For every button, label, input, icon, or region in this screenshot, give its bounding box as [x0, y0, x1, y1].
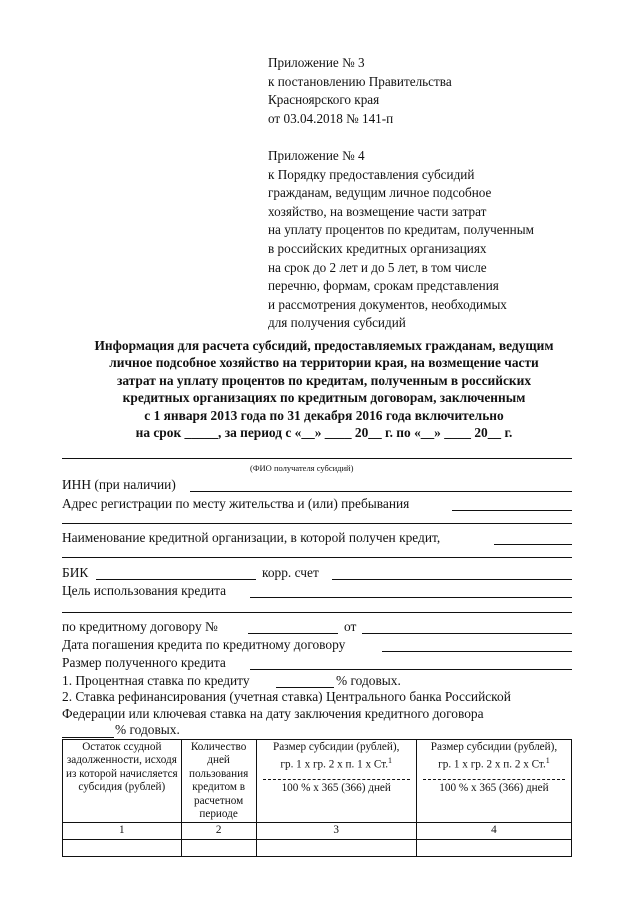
- formula-col4: гр. 1 х гр. 2 х п. 2 х Ст.: [438, 759, 546, 772]
- address-field-2[interactable]: [62, 523, 572, 524]
- denominator-col3: 100 % х 365 (366) дней: [281, 781, 391, 794]
- col-number-2: 2: [181, 823, 256, 839]
- contract-number-field[interactable]: [248, 633, 338, 634]
- fraction-line-2: [423, 779, 565, 780]
- region-line: Красноярского края: [268, 92, 380, 108]
- contract-label: по кредитному договору №: [62, 619, 218, 634]
- col-number-1: 1: [63, 823, 182, 839]
- credit-org-label: Наименование кредитной организации, в которой получен кредит,: [62, 530, 441, 545]
- address-label: Адрес регистрации по месту жительства и (или) пребывания: [62, 496, 410, 511]
- order-line-4: на уплату процентов по кредитам, полученным: [268, 222, 534, 238]
- formula-col3: гр. 1 х гр. 2 х п. 1 х Ст.: [280, 759, 389, 772]
- fio-caption: (ФИО получателя субсидий): [250, 463, 354, 473]
- inn-label: ИНН (при наличии): [62, 477, 176, 492]
- title-line-5: с 1 января 2013 года по 31 декабря 2016 года включительно: [144, 407, 504, 423]
- col-number-3: 3: [256, 823, 416, 839]
- credit-org-field[interactable]: [494, 544, 572, 545]
- rate-field[interactable]: [276, 687, 334, 688]
- title-line-2: личное подсобное хозяйство на территории края, на возмещение части: [109, 355, 539, 371]
- bik-field[interactable]: [96, 579, 256, 580]
- corr-label: корр. счет: [262, 565, 319, 580]
- decree-line: к постановлению Правительства: [268, 73, 452, 89]
- footnote-mark-1: 1: [388, 756, 393, 766]
- contract-date-field[interactable]: [362, 633, 572, 634]
- refin-line-2: Федерации или ключевая ставка на дату заключения кредитного договора: [62, 706, 484, 721]
- cell-balance[interactable]: [63, 839, 182, 856]
- order-line-7: перечню, формам, срокам представления: [268, 278, 499, 294]
- amount-label: Размер полученного кредита: [62, 655, 226, 670]
- footnote-mark-2: 1: [545, 756, 550, 766]
- refin-rate-field[interactable]: [62, 737, 114, 738]
- header-subsidy-2: [416, 740, 571, 823]
- document-title: [40, 337, 608, 441]
- purpose-field[interactable]: [250, 597, 572, 598]
- order-line-1: к Порядку предоставления субсидий: [268, 166, 475, 182]
- bik-label: БИК: [62, 565, 89, 580]
- order-line-6: на срок до 2 лет и до 5 лет, в том числе: [268, 259, 487, 275]
- order-line-3: хозяйство, на возмещение части затрат: [268, 203, 487, 219]
- fio-field[interactable]: [62, 458, 572, 459]
- appendix-3: Приложение № 3: [268, 55, 365, 70]
- refin-line-1: 2. Ставка рефинансирования (учетная ставка) Центрального банка Российской: [62, 689, 511, 704]
- order-line-9: для получения субсидий: [268, 315, 406, 331]
- decree-date: от 03.04.2018 № 141-п: [268, 110, 394, 126]
- header-subsidy-1: [256, 740, 416, 823]
- repay-date-field[interactable]: [382, 651, 572, 652]
- header-block: [268, 54, 534, 333]
- cell-subsidy-2[interactable]: [416, 839, 571, 856]
- address-field[interactable]: [452, 510, 572, 511]
- from-label: от: [344, 619, 357, 634]
- repay-date-label: Дата погашения кредита по кредитному договору: [62, 637, 346, 652]
- title-line-4: кредитных организациях по кредитным договорам, заключенным: [122, 390, 526, 406]
- header-days: Количество дней пользования кредитом в расчетном периоде: [181, 740, 256, 823]
- order-line-2: гражданам, ведущим личное подсобное: [268, 185, 492, 201]
- order-line-8: и рассмотрения документов, необходимых: [268, 296, 507, 312]
- header-subsidy-2-title: Размер субсидии (рублей),: [430, 741, 558, 753]
- appendix-4: Приложение № 4: [268, 147, 365, 163]
- cell-subsidy-1[interactable]: [256, 839, 416, 856]
- header-loan-balance: Остаток ссудной задолженности, исходя из которой начисляется субсидия (рублей): [63, 740, 182, 823]
- table-number-row: [63, 823, 572, 839]
- col-number-4: 4: [416, 823, 571, 839]
- header-subsidy-1-formula: [259, 754, 414, 772]
- purpose-label: Цель использования кредита: [62, 583, 227, 598]
- table-row[interactable]: [63, 839, 572, 856]
- table-header-row: [63, 740, 572, 823]
- subsidy-table: [62, 739, 572, 857]
- title-line-6: на срок _____, за период с «__» ____ 20__ г. по «__» ____ 20__ г.: [135, 425, 513, 441]
- rate-suffix: % годовых.: [336, 673, 401, 688]
- denominator-col4: 100 % х 365 (366) дней: [439, 781, 549, 794]
- rate-label: 1. Процентная ставка по кредиту: [62, 673, 250, 688]
- title-line-3: затрат на уплату процентов по кредитам, полученным в российских: [116, 372, 532, 388]
- refin-suffix: % годовых.: [115, 722, 180, 737]
- amount-field[interactable]: [250, 669, 572, 670]
- fraction-line-1: [263, 779, 410, 780]
- purpose-field-2[interactable]: [62, 612, 572, 613]
- inn-field[interactable]: [190, 491, 572, 492]
- header-subsidy-2-formula: [419, 754, 569, 772]
- credit-org-field-2[interactable]: [62, 557, 572, 558]
- cell-days[interactable]: [181, 839, 256, 856]
- corr-field[interactable]: [332, 579, 572, 580]
- header-subsidy-1-title: Размер субсидии (рублей),: [273, 741, 400, 753]
- title-line-1: Информация для расчета субсидий, предоставляемых гражданам, ведущим: [94, 338, 554, 353]
- order-line-5: в российских кредитных организациях: [268, 240, 487, 256]
